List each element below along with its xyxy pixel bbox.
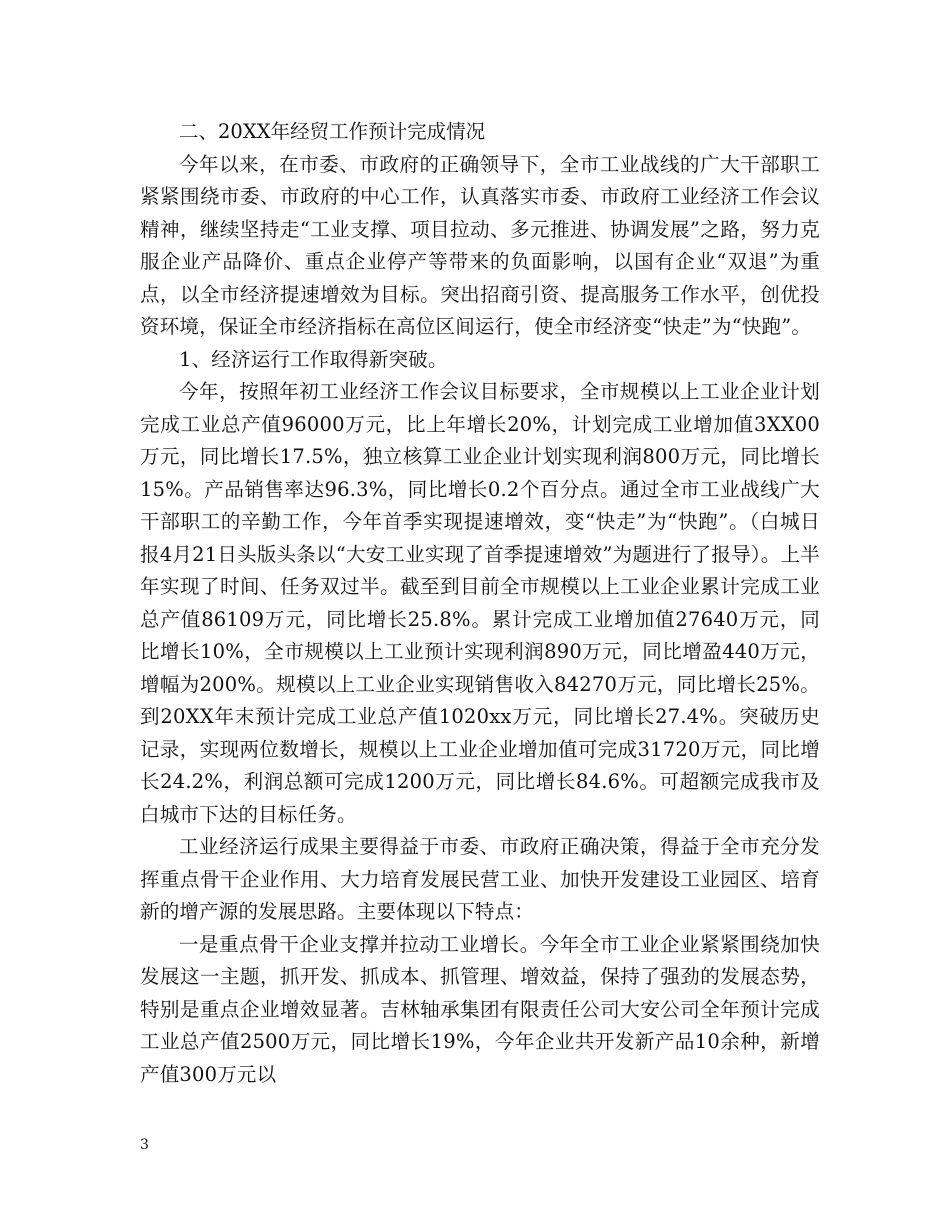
paragraph-key-enterprises: 一是重点骨干企业支撑并拉动工业增长。今年全市工业企业紧紧围绕加快发展这一主题，抓开发、抓成本、抓管理、增效益，保持了强劲的发展态势，特别是重点企业增效显著。吉林轴承集团有限责任公司大安公司全年预计完成工业总产值2500万元，同比增长19%，今年企业共开发新产品10余种，新增产值300万元以 (140, 932, 820, 1086)
page-number: 3 (140, 1137, 149, 1153)
paragraph-economic-data: 今年，按照年初工业经济工作会议目标要求，全市规模以上工业企业计划完成工业总产值96000万元，比上年增长20%，计划完成工业增加值3XX00万元，同比增长17.5%，独立核算工业企业计划实现利润800万元，同比增长15%。产品销售率达96.3%，同比增长0.2个百分点。通过全市工业战线广大干部职工的辛勤工作，今年首季实现提速增效，变“快走”为“快跑”。（白城日报4月21日头版头条以“大安工业实现了首季提速增效”为题进行了报导）。上半年实现了时间、任务双过半。截至到目前全市规模以上工业企业累计完成工业总产值86109万元，同比增长25.8%。累计完成工业增加值27640万元，同比增长10%，全市规模以上工业预计实现利润890万元，同比增盈440万元，增幅为200%。规模以上工业企业实现销售收入84270万元，同比增长25%。到20XX年末预计完成工业总产值1020xx万元，同比增长27.4%。突破历史记录，实现两位数增长，规模以上工业企业增加值可完成31720万元，同比增长24.2%，利润总额可完成1200万元，同比增长84.6%。可超额完成我市及白城市下达的目标任务。 (140, 380, 820, 826)
paragraph-intro: 今年以来，在市委、市政府的正确领导下，全市工业战线的广大干部职工紧紧围绕市委、市政府的中心工作，认真落实市委、市政府工业经济工作会议精神，继续坚持走“工业支撑、项目拉动、多元推进、协调发展”之路，努力克服企业产品降价、重点企业停产等带来的负面影响，以国有企业“双退”为重点，以全市经济提速增效为目标。突出招商引资、提高服务工作水平，创优投资环境，保证全市经济指标在高位区间运行，使全市经济变“快走”为“快跑”。 (140, 152, 820, 338)
subsection-heading: 1、经济运行工作取得新突破。 (179, 347, 448, 371)
paragraph-achievements: 工业经济运行成果主要得益于市委、市政府正确决策，得益于全市充分发挥重点骨干企业作用、大力培育发展民营工业、加快开发建设工业园区、培育新的增产源的发展思路。主要体现以下特点： (140, 835, 820, 923)
section-heading: 二、20XX年经贸工作预计完成情况 (179, 120, 486, 143)
document-body (140, 116, 820, 1091)
